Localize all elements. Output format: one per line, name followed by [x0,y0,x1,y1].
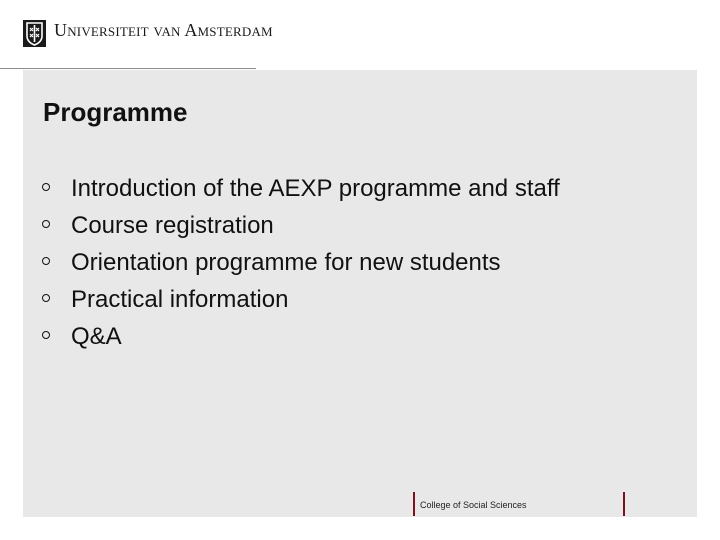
bullet-list [42,170,560,355]
bullet-item [42,207,560,244]
university-name: Universiteit van Amsterdam [54,20,273,40]
slide-header [0,0,720,70]
circle-bullet-icon [42,294,50,302]
header-divider [0,68,256,69]
circle-bullet-icon [42,257,50,265]
bullet-item [42,318,560,355]
uva-crest-icon [23,20,46,47]
footer-accent-bar-left [413,492,415,516]
bullet-text: Course registration [71,212,274,239]
footer-college-label: College of Social Sciences [420,500,527,510]
bullet-text: Practical information [71,286,289,313]
bullet-text: Q&A [71,323,122,350]
circle-bullet-icon [42,220,50,228]
bullet-item [42,281,560,318]
bullet-text: Introduction of the AEXP programme and staff [71,175,560,202]
footer-accent-bar-right [623,492,625,516]
bullet-text: Orientation programme for new students [71,249,501,276]
bullet-item [42,244,560,281]
slide-title: Programme [43,97,188,127]
bullet-item [42,170,560,207]
circle-bullet-icon [42,183,50,191]
circle-bullet-icon [42,331,50,339]
